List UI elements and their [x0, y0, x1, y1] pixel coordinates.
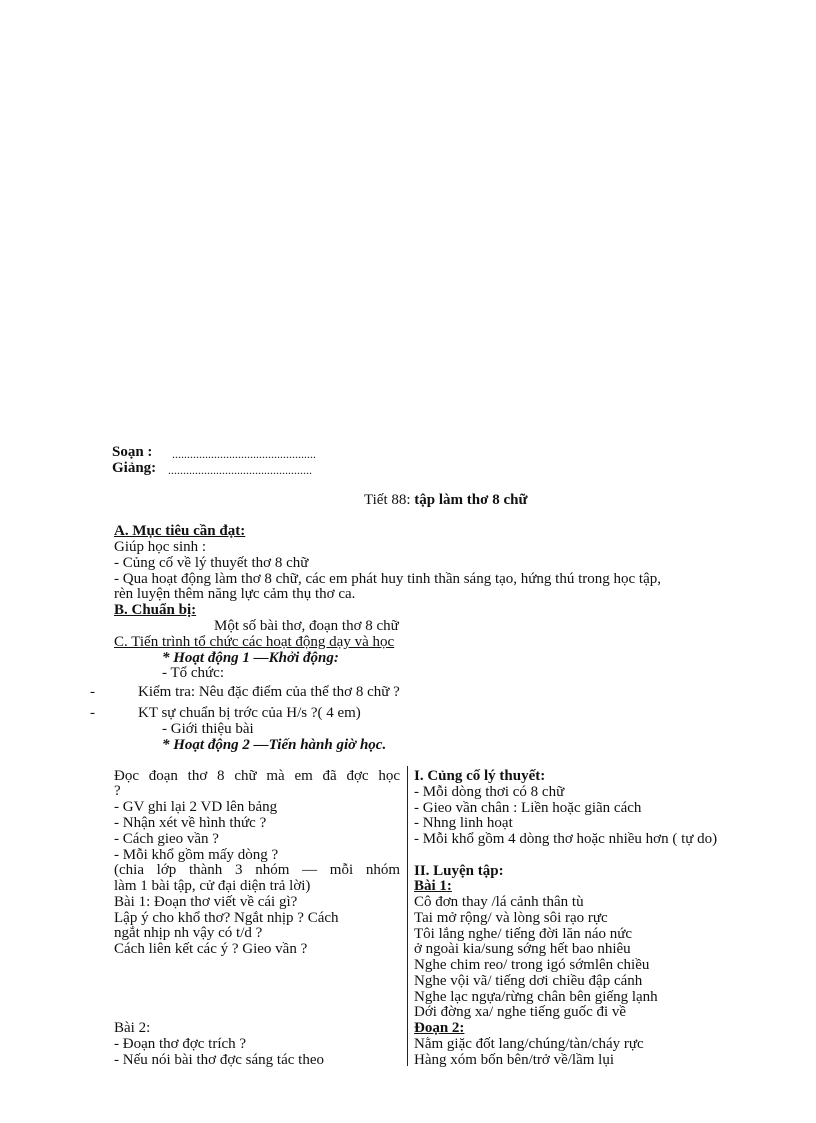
soan-dots: ................................................	[172, 447, 316, 461]
kt-dash: -	[90, 705, 95, 721]
right-doan2-label: Đoạn 2:	[414, 1020, 465, 1036]
activity-2-heading: * Hoạt động 2 —Tiến hành giờ học.	[162, 737, 387, 753]
page-title	[364, 492, 527, 508]
title-text: tập làm thơ 8 chữ	[414, 492, 528, 508]
left-line-2: ?	[114, 783, 121, 799]
poem1-line-7: Nghe lạc ngựa/rừng chân bên giếng lạnh	[414, 989, 658, 1005]
left-line-7: (chia lớp thành 3 nhóm — mỗi nhóm	[114, 862, 400, 878]
section-a-line-4: rèn luyện thêm năng lực cảm thụ thơ ca.	[114, 586, 356, 602]
gioi-thieu-line: - Giới thiệu bài	[162, 721, 254, 737]
giang-dots: ................................................	[168, 463, 312, 477]
left-bai2-line-1: - Đoạn thơ đợc trích ?	[114, 1036, 247, 1052]
right-heading-2: II. Luyện tập:	[414, 863, 504, 879]
right-line-4: - Mỗi khổ gồm 4 dòng thơ hoặc nhiều hơn ( tự do)	[414, 831, 718, 847]
left-line-11: ngắt nhịp nh vậy có t/d ?	[114, 925, 263, 941]
left-line-3: - GV ghi lại 2 VD lên bảng	[114, 799, 278, 815]
left-line-12: Cách liên kết các ý ? Gieo vần ?	[114, 941, 308, 957]
right-heading-1: I. Củng cố lý thuyết:	[414, 768, 546, 784]
section-a-line-2: - Củng cố về lý thuyết thơ 8 chữ	[114, 555, 309, 571]
right-line-2: - Gieo vần chân : Liền hoặc giãn cách	[414, 800, 642, 816]
section-a-heading: A. Mục tiêu cần đạt:	[114, 523, 246, 539]
section-a-line-3: - Qua hoạt động làm thơ 8 chữ, các em phát huy tinh thần sáng tạo, hứng thú trong học tập,	[114, 571, 661, 587]
right-line-3: - Nhng linh hoạt	[414, 815, 513, 831]
kiem-tra-dash: -	[90, 684, 95, 700]
to-chuc-line: - Tổ chức:	[162, 665, 224, 681]
right-line-1: - Mỗi dòng thơi có 8 chữ	[414, 784, 565, 800]
left-bai2-label: Bài 2:	[114, 1020, 151, 1036]
giang-label: Giảng:	[112, 460, 157, 476]
activity-1-heading: * Hoạt động 1 —Khởi động:	[162, 650, 339, 666]
section-b-heading: B. Chuẩn bị:	[114, 602, 197, 618]
section-c-heading: C. Tiến trình tổ chức các hoạt động dạy và học	[114, 634, 395, 650]
poem2-line-1: Nằm giặc đốt lang/chúng/tàn/cháy rực	[414, 1036, 644, 1052]
left-line-9: Bài 1: Đoạn thơ viết về cái gì?	[114, 894, 298, 910]
left-line-4: - Nhận xét về hình thức ?	[114, 815, 267, 831]
poem1-line-4: ở ngoài kia/sung sớng hết bao nhiêu	[414, 941, 631, 957]
poem1-line-5: Nghe chim reo/ trong igó sớmlên chiều	[414, 957, 650, 973]
left-line-6: - Mỗi khổ gồm mấy dòng ?	[114, 847, 279, 863]
left-line-1: Đọc đoạn thơ 8 chữ mà em đã đợc học	[114, 768, 400, 784]
section-a-line-1: Giúp học sinh :	[114, 539, 207, 555]
right-bai1-label: Bài 1:	[414, 878, 452, 894]
left-line-10: Lập ý cho khổ thơ? Ngắt nhịp ? Cách	[114, 910, 339, 926]
poem2-line-2: Hàng xóm bốn bên/trở về/lầm lụi	[414, 1052, 614, 1068]
left-bai2-line-2: - Nếu nói bài thơ đợc sáng tác theo	[114, 1052, 324, 1068]
column-divider	[407, 766, 408, 1066]
section-b-line: Một số bài thơ, đoạn thơ 8 chữ	[214, 618, 399, 634]
poem1-line-1: Cô đơn thay /lá cảnh thân tù	[414, 894, 584, 910]
poem1-line-6: Nghe vội vã/ tiếng dơi chiều đập cánh	[414, 973, 643, 989]
soan-label: Soạn :	[112, 444, 153, 460]
kt-line: KT sự chuẩn bị trớc của H/s ?( 4 em)	[138, 705, 361, 721]
kiem-tra-line: Kiểm tra: Nêu đặc điểm của thể thơ 8 chữ ?	[138, 684, 400, 700]
title-prefix: Tiết 88:	[364, 492, 411, 508]
poem1-line-3: Tôi lắng nghe/ tiếng đời lăn náo nức	[414, 926, 633, 942]
poem1-line-2: Tai mở rộng/ và lòng sôi rạo rực	[414, 910, 608, 926]
left-line-5: - Cách gieo vần ?	[114, 831, 219, 847]
poem1-line-8: Dới đờng xa/ nghe tiếng guốc đi về	[414, 1004, 627, 1020]
left-line-8: làm 1 bài tập, cử đại diện trả lời)	[114, 878, 311, 894]
